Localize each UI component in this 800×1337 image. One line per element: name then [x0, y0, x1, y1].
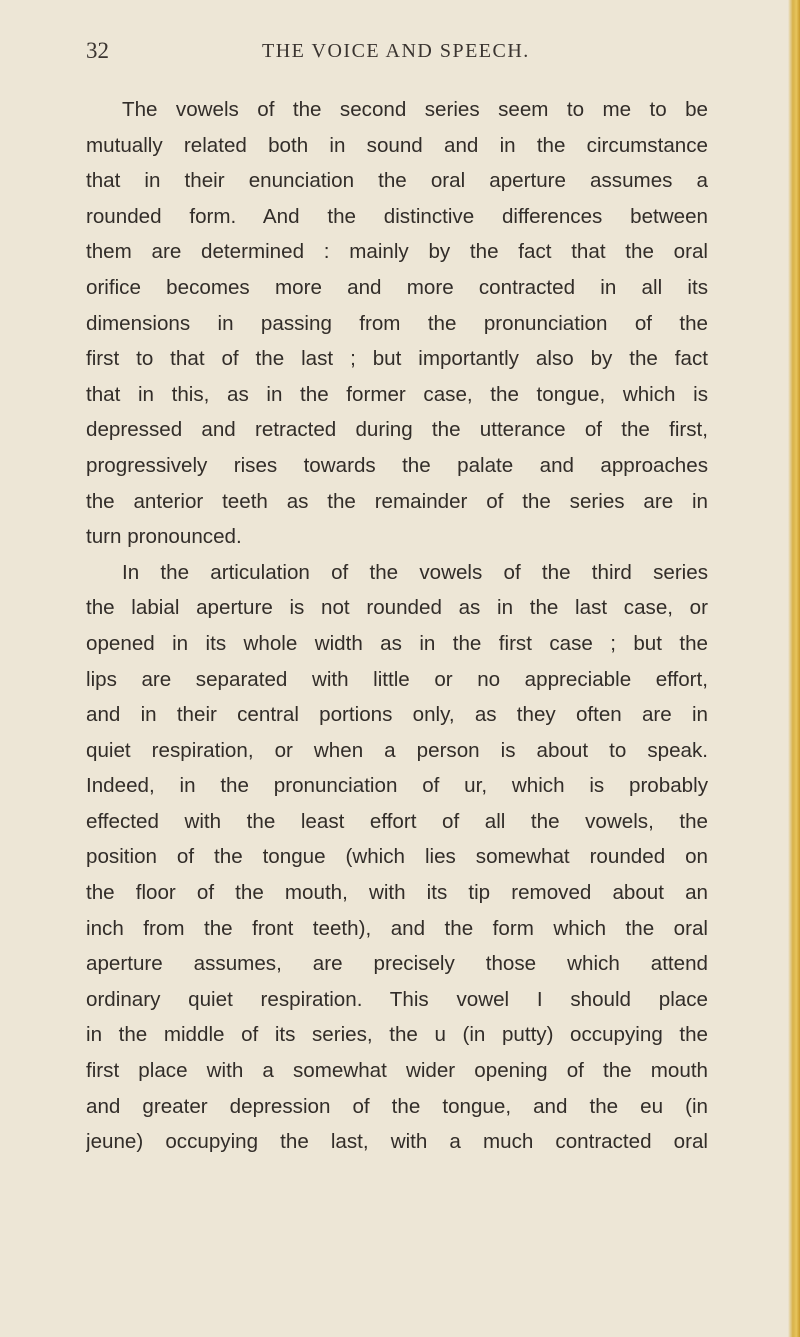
text-line: The vowels of the second series seem to me to be — [122, 98, 708, 121]
text-line: jeune) occupying the last, with a much contracted oral — [86, 1130, 708, 1154]
text-line: quiet respiration, or when a person is about to speak. — [86, 738, 708, 762]
text-line: first place with a somewhat wider opening of the mouth — [86, 1059, 708, 1083]
running-head: THE VOICE AND SPEECH. — [262, 40, 530, 62]
text-line: effected with the least effort of all the vowels, the — [86, 809, 708, 833]
text-line: the labial aperture is not rounded as in the last case, or — [86, 596, 708, 620]
text-line: position of the tongue (which lies somewhat rounded on — [86, 845, 708, 869]
page-header — [86, 38, 706, 68]
text-line: In the articulation of the vowels of the third series — [122, 560, 708, 584]
text-line: Indeed, in the pronunciation of ur, which is probably — [86, 774, 708, 798]
text-line: inch from the front teeth), and the form which the oral — [86, 916, 708, 940]
text-line: the anterior teeth as the remainder of the series are in — [86, 489, 708, 513]
page-number: 32 — [86, 38, 109, 63]
text-line: mutually related both in sound and in the circumstance — [86, 133, 708, 157]
text-line: the floor of the mouth, with its tip removed about an — [86, 881, 708, 905]
text-line: depressed and retracted during the utterance of the first, — [86, 418, 708, 442]
text-line: first to that of the last ; but importantly also by the fact — [86, 347, 708, 371]
text-line: rounded form. And the distinctive differences between — [86, 204, 708, 228]
page-edge — [788, 0, 800, 1337]
text-line: in the middle of its series, the u (in putty) occupying the — [86, 1023, 708, 1047]
text-line: and in their central portions only, as they often are in — [86, 703, 708, 727]
text-line: ordinary quiet respiration. This vowel I should place — [86, 987, 708, 1011]
text-line: dimensions in passing from the pronunciation of the — [86, 311, 708, 335]
text-line: them are determined : mainly by the fact that the oral — [86, 240, 708, 264]
text-line: progressively rises towards the palate and approaches — [86, 453, 708, 477]
text-line: aperture assumes, are precisely those which attend — [86, 952, 708, 976]
text-line: that in their enunciation the oral aperture assumes a — [86, 169, 708, 193]
text-line: orifice becomes more and more contracted in all its — [86, 275, 708, 299]
body-text — [86, 92, 708, 1160]
text-line: opened in its whole width as in the first case ; but the — [86, 631, 708, 655]
text-line: turn pronounced. — [86, 525, 242, 549]
text-line: and greater depression of the tongue, and the eu (in — [86, 1094, 708, 1118]
text-line: lips are separated with little or no appreciable effort, — [86, 667, 708, 691]
text-line: that in this, as in the former case, the tongue, which is — [86, 382, 708, 406]
